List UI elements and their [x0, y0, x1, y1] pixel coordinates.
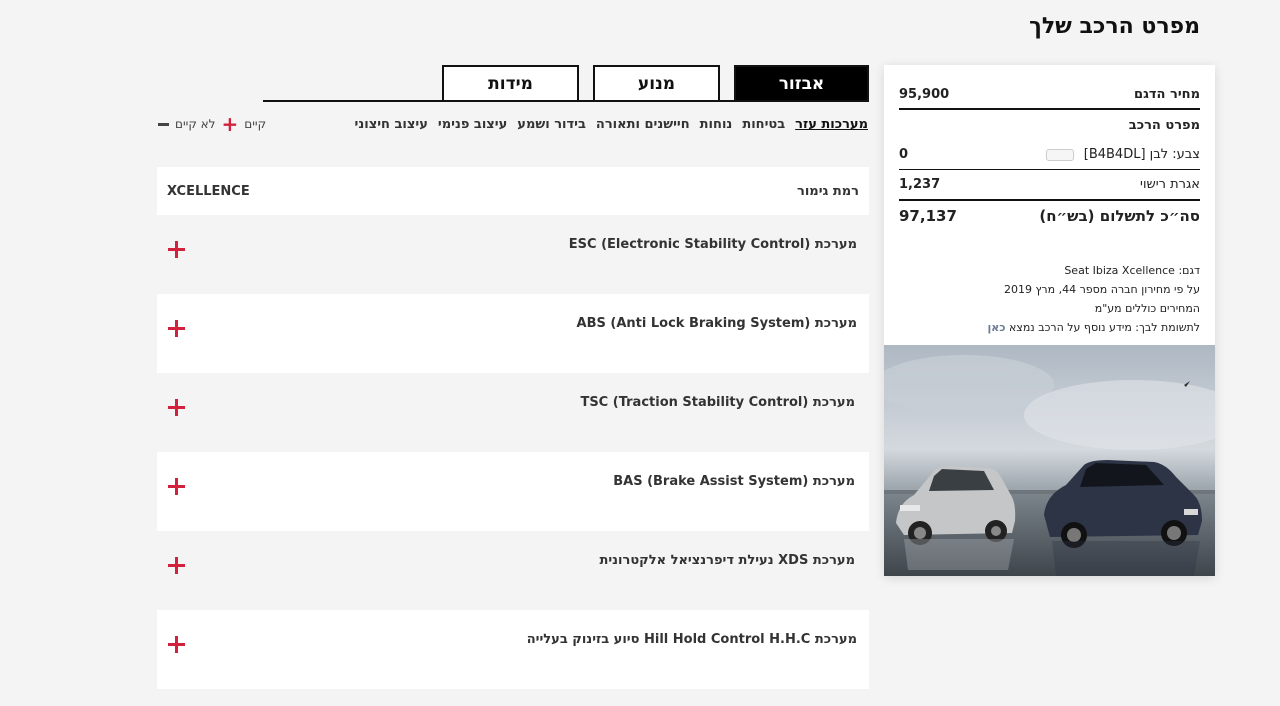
- model-note-name: Seat Ibiza Xcellence: [1064, 264, 1175, 277]
- feature-row: [157, 610, 869, 689]
- plus-icon: [168, 241, 185, 258]
- divider: [899, 108, 1200, 110]
- plus-icon: [168, 320, 185, 337]
- model-note-prefix: דגם:: [1178, 264, 1200, 277]
- tab-engine[interactable]: מנוע: [593, 65, 720, 102]
- category-interior-design[interactable]: עיצוב פנימי: [437, 117, 508, 132]
- legend-not-exists-label: לא קיים: [175, 117, 216, 131]
- fee-value: 1,237: [899, 177, 941, 192]
- legend: [158, 112, 267, 136]
- car-image: [884, 345, 1215, 576]
- category-safety[interactable]: בטיחות: [742, 117, 786, 132]
- vehicle-spec-label: מפרט הרכב: [1128, 118, 1200, 133]
- color-value: 0: [899, 147, 909, 162]
- category-driver-assist[interactable]: מערכות עזר: [795, 117, 868, 132]
- feature-row: [157, 373, 869, 452]
- info-note-text: לתשומת לבך: מידע נוסף על הרכב נמצא: [1008, 321, 1200, 334]
- legend-exists-label: קיים: [244, 117, 267, 131]
- plus-icon: +: [221, 112, 239, 136]
- trim-row: [157, 167, 869, 215]
- trim-value: XCELLENCE: [167, 183, 250, 199]
- total-value: 97,137: [899, 207, 957, 225]
- model-price-row: [899, 87, 1200, 102]
- feature-name: מערכת XDS נעילת דיפרנציאל אלקטרונית: [599, 553, 855, 568]
- page-title: מפרט הרכב שלך: [1029, 14, 1200, 39]
- feature-name: מערכת ESC (Electronic Stability Control): [568, 237, 857, 252]
- category-nav: [355, 117, 868, 132]
- plus-icon: [168, 636, 185, 653]
- feature-row: [157, 452, 869, 531]
- plus-icon: [168, 399, 185, 416]
- info-link[interactable]: כאן: [987, 321, 1006, 334]
- fee-label: אגרת רישוי: [1140, 177, 1200, 192]
- feature-row: [157, 294, 869, 373]
- total-row: [899, 207, 1200, 225]
- notes: [900, 261, 1200, 337]
- feature-name: מערכת Hill Hold Control H.H.C סיוע בזינוק בעלייה: [526, 632, 857, 647]
- feature-name: מערכת TSC (Traction Stability Control): [580, 395, 855, 410]
- color-label: צבע: לבן [B4B4DL]: [1083, 147, 1200, 162]
- feature-row: [157, 531, 869, 610]
- info-note: [900, 318, 1200, 337]
- fee-row: [899, 177, 1200, 192]
- spec-card: [884, 65, 1215, 576]
- plus-icon: [168, 557, 185, 574]
- feature-name: מערכת BAS (Brake Assist System): [613, 474, 855, 489]
- total-label: סה״כ לתשלום (בש״ח): [1039, 207, 1200, 225]
- vat-note: המחירים כוללים מע"מ: [1094, 302, 1200, 315]
- plus-icon: [168, 478, 185, 495]
- feature-name: מערכת ABS (Anti Lock Braking System): [576, 316, 857, 331]
- pricelist-note: על פי מחירון חברה מספר 44, מרץ 2019: [1003, 283, 1200, 296]
- feature-row: [157, 215, 869, 294]
- model-note: [900, 261, 1200, 280]
- trim-label: רמת גימור: [797, 183, 859, 199]
- category-entertainment-audio[interactable]: בידור ושמע: [517, 117, 586, 132]
- tab-equipment[interactable]: אבזור: [734, 65, 869, 102]
- color-row: [899, 147, 1200, 162]
- category-comfort[interactable]: נוחות: [699, 117, 733, 132]
- model-price-label: מחיר הדגם: [1134, 87, 1200, 102]
- divider: [899, 169, 1200, 170]
- category-sensors-lighting[interactable]: חיישנים ותאורה: [595, 117, 690, 132]
- vehicle-spec-row: [899, 118, 1200, 133]
- minus-icon: [158, 123, 169, 126]
- category-exterior-design[interactable]: עיצוב חיצוני: [354, 117, 428, 132]
- divider: [899, 199, 1200, 201]
- tab-bar: [263, 65, 869, 102]
- color-swatch: [1046, 149, 1074, 161]
- tab-dimensions[interactable]: מידות: [442, 65, 579, 102]
- model-price-value: 95,900: [899, 87, 950, 102]
